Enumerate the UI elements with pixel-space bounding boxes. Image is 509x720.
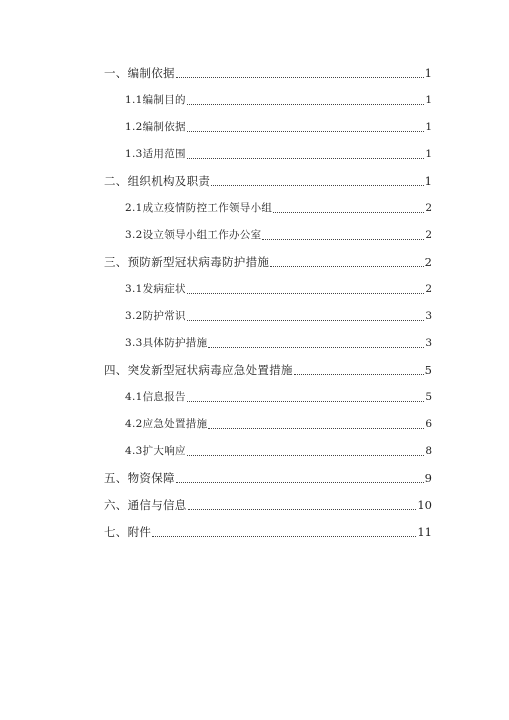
toc-entry-page: 2: [424, 255, 432, 269]
toc-entry-page: 2: [425, 229, 432, 241]
toc-entry[interactable]: [104, 253, 432, 271]
toc-entry[interactable]: [104, 64, 432, 82]
toc-entry-label: 五、物资保障: [104, 471, 175, 485]
toc-entry-page: 11: [417, 525, 432, 539]
toc-entry-label: 4.1信息报告: [125, 391, 186, 403]
toc-entry-label: 2.1成立疫情防控工作领导小组: [125, 202, 273, 214]
toc-entry-label: 3.2设立领导小组工作办公室: [125, 229, 262, 241]
dot-leader: [187, 293, 425, 294]
toc-entry-label: 3.1发病症状: [125, 283, 186, 295]
toc-entry[interactable]: [125, 415, 432, 433]
toc-entry-label: 3.2防护常识: [125, 310, 186, 322]
toc-entry-page: 9: [424, 471, 432, 485]
toc-entry[interactable]: [104, 361, 432, 379]
toc-entry[interactable]: [125, 199, 432, 217]
toc-entry[interactable]: [125, 334, 432, 352]
dot-leader: [187, 401, 425, 402]
toc-entry[interactable]: [125, 307, 432, 325]
dot-leader: [187, 455, 425, 456]
dot-leader: [188, 509, 417, 510]
dot-leader: [176, 77, 424, 78]
toc-entry-page: 5: [424, 363, 432, 377]
dot-leader: [211, 185, 423, 186]
toc-entry-label: 1.3适用范围: [125, 148, 186, 160]
toc-entry-label: 1.2编制依据: [125, 121, 186, 133]
toc-entry[interactable]: [125, 91, 432, 109]
toc-entry-page: 6: [425, 418, 432, 430]
toc-entry-page: 10: [417, 498, 432, 512]
toc-entry[interactable]: [104, 496, 432, 514]
dot-leader: [187, 131, 425, 132]
toc-entry-page: 3: [425, 337, 432, 349]
toc-entry-page: 1: [425, 121, 432, 133]
toc-entry-page: 1: [425, 94, 432, 106]
dot-leader: [273, 212, 424, 213]
toc-entry-label: 四、突发新型冠状病毒应急处置措施: [104, 363, 293, 377]
toc-entry-page: 1: [424, 66, 432, 80]
toc-entry-page: 2: [425, 283, 432, 295]
toc-entry-label: 3.3具体防护措施: [125, 337, 208, 349]
toc-entry[interactable]: [104, 523, 432, 541]
dot-leader: [270, 266, 423, 267]
toc-entry-label: 二、组织机构及职责: [104, 174, 211, 188]
toc-entry-label: 1.1编制目的: [125, 94, 186, 106]
toc-entry-label: 三、预防新型冠状病毒防护措施: [104, 255, 270, 269]
toc-entry[interactable]: [104, 469, 432, 487]
toc-entry-label: 4.3扩大响应: [125, 445, 186, 457]
toc-entry[interactable]: [125, 118, 432, 136]
toc-entry-label: 六、通信与信息: [104, 498, 187, 512]
dot-leader: [208, 347, 424, 348]
toc-entry[interactable]: [104, 172, 432, 190]
dot-leader: [152, 536, 416, 537]
toc-entry-label: 4.2应急处置措施: [125, 418, 208, 430]
toc-entry[interactable]: [125, 388, 432, 406]
toc-entry[interactable]: [125, 280, 432, 298]
toc-entry-label: 一、编制依据: [104, 66, 175, 80]
dot-leader: [208, 428, 424, 429]
toc-entry[interactable]: [125, 226, 432, 244]
toc-entry-page: 3: [425, 310, 432, 322]
toc-entry-page: 8: [425, 445, 432, 457]
dot-leader: [176, 482, 424, 483]
dot-leader: [187, 104, 425, 105]
toc-entry-page: 2: [425, 202, 432, 214]
dot-leader: [187, 158, 425, 159]
dot-leader: [294, 374, 424, 375]
dot-leader: [187, 320, 425, 321]
dot-leader: [262, 239, 424, 240]
toc-entry-page: 1: [425, 148, 432, 160]
toc-entry[interactable]: [125, 442, 432, 460]
toc-entry-page: 1: [424, 174, 432, 188]
toc-entry-label: 七、附件: [104, 525, 152, 539]
toc-entry[interactable]: [125, 145, 432, 163]
toc-entry-page: 5: [425, 391, 432, 403]
